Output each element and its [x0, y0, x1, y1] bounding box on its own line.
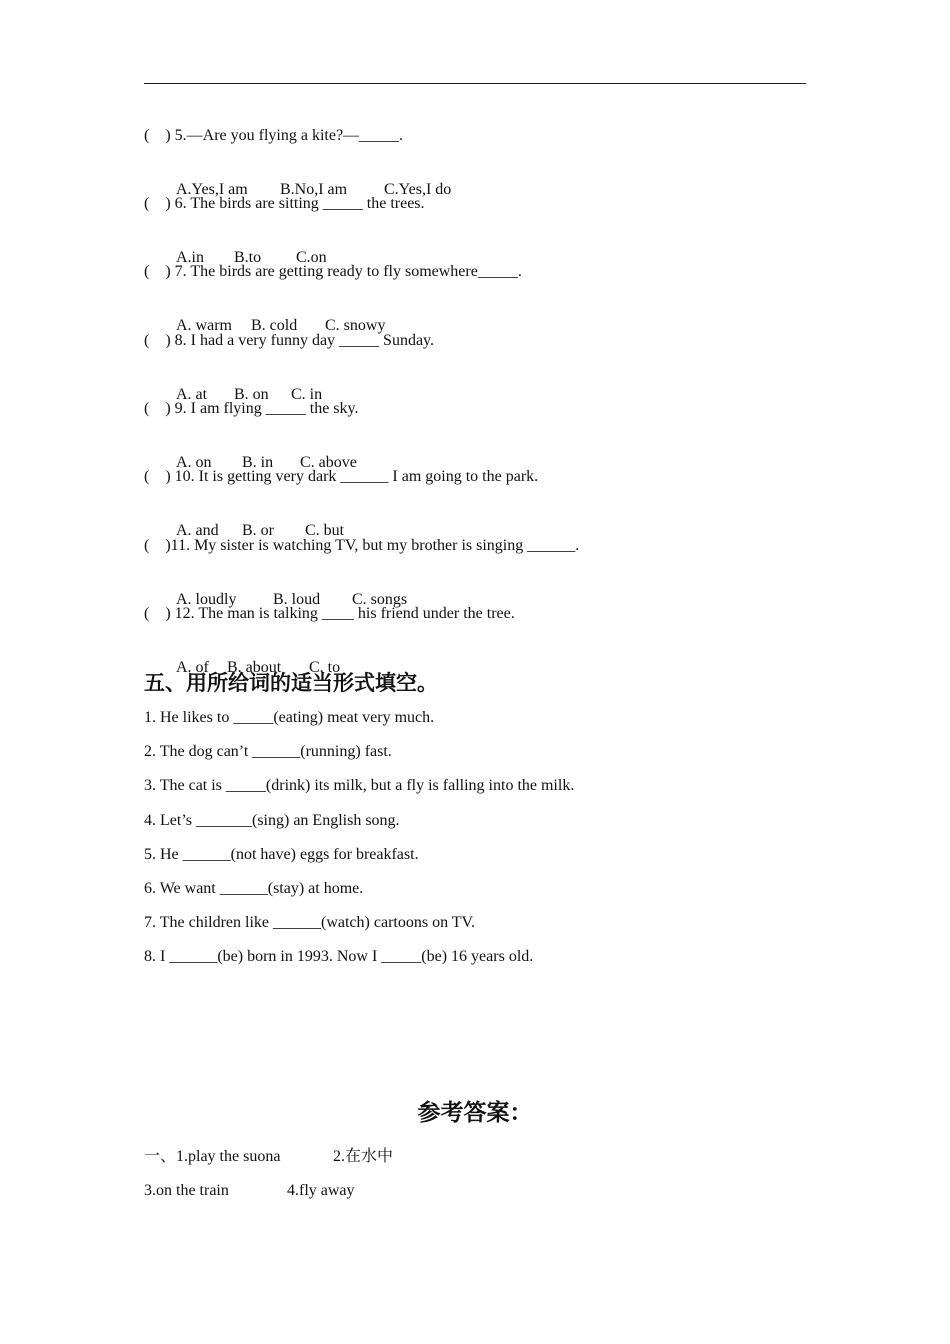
- option-b: B. in: [242, 454, 274, 471]
- option-c: C. in: [291, 386, 323, 403]
- question-7-options: [168, 296, 385, 336]
- answer-3: 3.on the train: [144, 1182, 229, 1199]
- option-a: A. on: [176, 454, 212, 471]
- section-5-heading: 五、用所给词的适当形式填空。: [144, 671, 438, 695]
- fill-item-7: 7. The children like ______(watch) cartoons on TV.: [144, 914, 476, 931]
- option-b: B.No,I am: [280, 181, 348, 198]
- option-c: C. but: [305, 522, 345, 539]
- question-10-options: [168, 501, 344, 541]
- option-a: A.in: [176, 249, 204, 266]
- option-c: C.on: [296, 249, 327, 266]
- option-a: A. of: [176, 659, 209, 676]
- option-c: C. to: [309, 659, 341, 676]
- answer-4: 4.fly away: [287, 1182, 355, 1199]
- option-a: A. loudly: [176, 591, 237, 608]
- answer-1: 一、1.play the suona: [144, 1148, 281, 1165]
- question-9: ( ) 9. I am flying _____ the sky.: [144, 400, 359, 417]
- answers-title: 参考答案：: [417, 1100, 533, 1126]
- option-a: A. warm: [176, 317, 232, 334]
- option-b: B. cold: [251, 317, 298, 334]
- option-a: A.Yes,I am: [176, 181, 248, 198]
- question-6: ( ) 6. The birds are sitting _____ the trees.: [144, 195, 425, 212]
- fill-item-3: 3. The cat is _____(drink) its milk, but a fly is falling into the milk.: [144, 777, 575, 794]
- option-c: C. songs: [352, 591, 408, 608]
- question-7: ( ) 7. The birds are getting ready to fly somewhere_____.: [144, 263, 522, 280]
- question-10: ( ) 10. It is getting very dark ______ I am going to the park.: [144, 468, 539, 485]
- option-c: C. snowy: [325, 317, 386, 334]
- option-b: B. about: [227, 659, 282, 676]
- option-a: A. at: [176, 386, 208, 403]
- fill-item-5: 5. He ______(not have) eggs for breakfast.: [144, 846, 419, 863]
- option-b: B. on: [234, 386, 269, 403]
- fill-item-6: 6. We want ______(stay) at home.: [144, 880, 364, 897]
- fill-item-1: 1. He likes to _____(eating) meat very much.: [144, 709, 435, 726]
- fill-item-2: 2. The dog can’t ______(running) fast.: [144, 743, 392, 760]
- header-rule: [144, 83, 806, 84]
- question-5: ( ) 5.—Are you flying a kite?—_____.: [144, 127, 404, 144]
- option-c: C. above: [300, 454, 357, 471]
- option-b: B.to: [234, 249, 262, 266]
- question-8: ( ) 8. I had a very funny day _____ Sunday.: [144, 332, 435, 349]
- option-b: B. or: [242, 522, 274, 539]
- fill-item-8: 8. I ______(be) born in 1993. Now I _____(be) 16 years old.: [144, 948, 534, 965]
- question-11: ( )11. My sister is watching TV, but my brother is singing ______.: [144, 537, 580, 554]
- fill-item-4: 4. Let’s _______(sing) an English song.: [144, 812, 400, 829]
- answer-2: 2.在水中: [333, 1148, 394, 1165]
- option-a: A. and: [176, 522, 219, 539]
- option-c: C.Yes,I do: [384, 181, 452, 198]
- question-12: ( ) 12. The man is talking ____ his friend under the tree.: [144, 605, 515, 622]
- option-b: B. loud: [273, 591, 321, 608]
